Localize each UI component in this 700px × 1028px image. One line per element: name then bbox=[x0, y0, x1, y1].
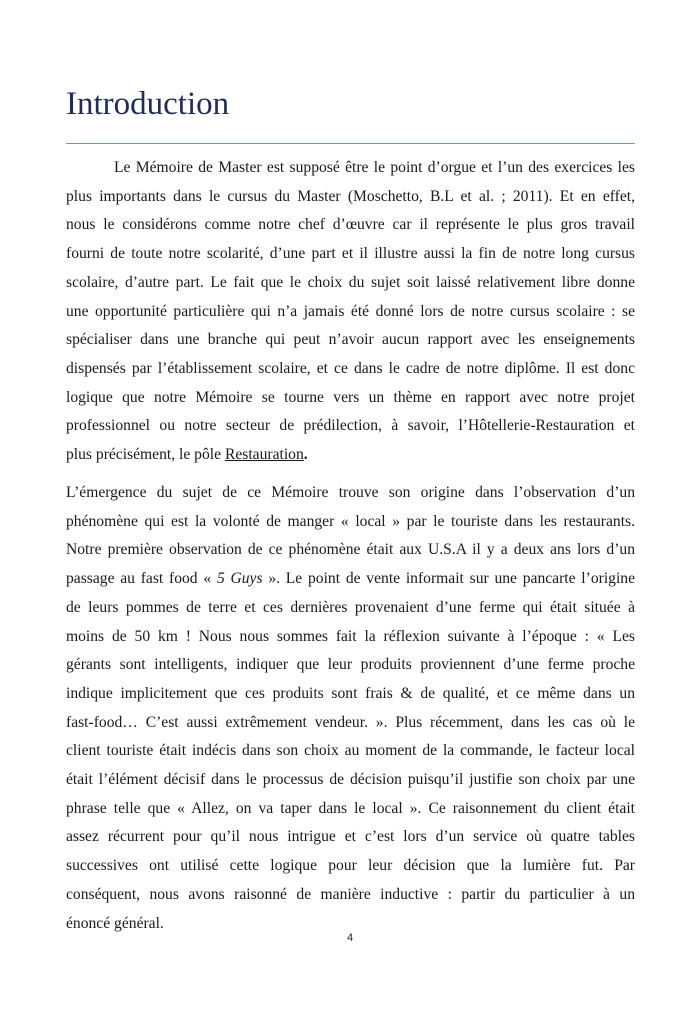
title-underline-rule bbox=[66, 143, 635, 144]
paragraph-1 bbox=[66, 154, 635, 470]
page-title: Introduction bbox=[66, 86, 230, 122]
text-line: professionnel ou notre secteur de prédilection, à savoir, l’Hôtellerie-Restauration et bbox=[66, 417, 635, 435]
text-line: indique implicitement que ces produits sont frais & de qualité, et ce même dans un bbox=[66, 684, 635, 702]
text-line: gérants sont intelligents, indiquer que leur produits proviennent d’une ferme proche bbox=[66, 656, 635, 674]
text-line: moins de 50 km ! Nous nous sommes fait la réflexion suivante à l’époque : « Les bbox=[66, 627, 635, 645]
text-line: fourni de toute notre scolarité, d’une part et il illustre aussi la fin de notre long cursus bbox=[66, 245, 635, 263]
text-line: L’émergence du sujet de ce Mémoire trouve son origine dans l’observation d’un bbox=[66, 484, 635, 501]
text-line: une opportunité particulière qui n’a jamais été donné lors de notre cursus scolaire : se bbox=[66, 302, 635, 320]
text-line: nous le considérons comme notre chef d’œuvre car il représente le plus gros travail bbox=[66, 216, 635, 234]
text-line: phrase telle que « Allez, on va taper dans le local ». Ce raisonnement du client était bbox=[66, 799, 635, 817]
text-run: plus précisément, le pôle bbox=[66, 446, 225, 464]
underlined-term: Restauration bbox=[224, 446, 304, 464]
text-line: assez récurrent pour qu’il nous intrigue et c’est lors d’un service où quatre tables bbox=[66, 828, 635, 846]
text-line bbox=[66, 565, 635, 594]
text-line bbox=[66, 441, 635, 470]
paragraph-2 bbox=[66, 479, 635, 938]
text-line: énoncé général. bbox=[66, 914, 164, 932]
text-line: client touriste était indécis dans son choix au moment de la commande, le facteur local bbox=[66, 742, 635, 760]
text-line: phénomène qui est la volonté de manger « local » par le touriste dans les restaurants. bbox=[66, 512, 635, 530]
text-run: ». Le point de vente informait sur une pancarte l’origine bbox=[262, 570, 635, 588]
text-line: scolaire, d’autre part. Le fait que le choix du sujet soit laissé relativement libre donne bbox=[66, 273, 635, 291]
text-line: était l’élément décisif dans le processus de décision puisqu’il justifie son choix par une bbox=[66, 771, 635, 789]
text-line: Notre première observation de ce phénomène était aux U.S.A il y a deux ans lors d’un bbox=[66, 541, 635, 559]
text-line: dispensés par l’établissement scolaire, et ce dans le cadre de notre diplôme. Il est donc bbox=[66, 359, 635, 377]
text-line: spécialiser dans une branche qui peut n’avoir aucun rapport avec les enseignements bbox=[66, 331, 635, 349]
text-line: Le Mémoire de Master est supposé être le point d’orgue et l’un des exercices les bbox=[114, 159, 635, 176]
text-run: passage au fast food « bbox=[66, 570, 217, 588]
text-line: plus importants dans le cursus du Master (Moschetto, B.L et al. ; 2011). Et en effet, bbox=[66, 187, 635, 205]
text-line: successives ont utilisé cette logique pour leur décision que la lumière fut. Par bbox=[66, 857, 635, 875]
italic-term: 5 Guys bbox=[216, 570, 263, 588]
page-number: 4 bbox=[346, 932, 354, 944]
text-line: conséquent, nous avons raisonné de manière inductive : partir du particulier à un bbox=[66, 885, 635, 903]
text-line: logique que notre Mémoire se tourne vers un thème en rapport avec notre projet bbox=[66, 388, 635, 406]
text-line: de leurs pommes de terre et ces dernières provenaient d’une ferme qui était située à bbox=[66, 598, 635, 616]
text-line: fast-food… C’est aussi extrêmement vendeur. ». Plus récemment, dans les cas où le bbox=[66, 713, 635, 731]
text-run: . bbox=[303, 446, 308, 464]
